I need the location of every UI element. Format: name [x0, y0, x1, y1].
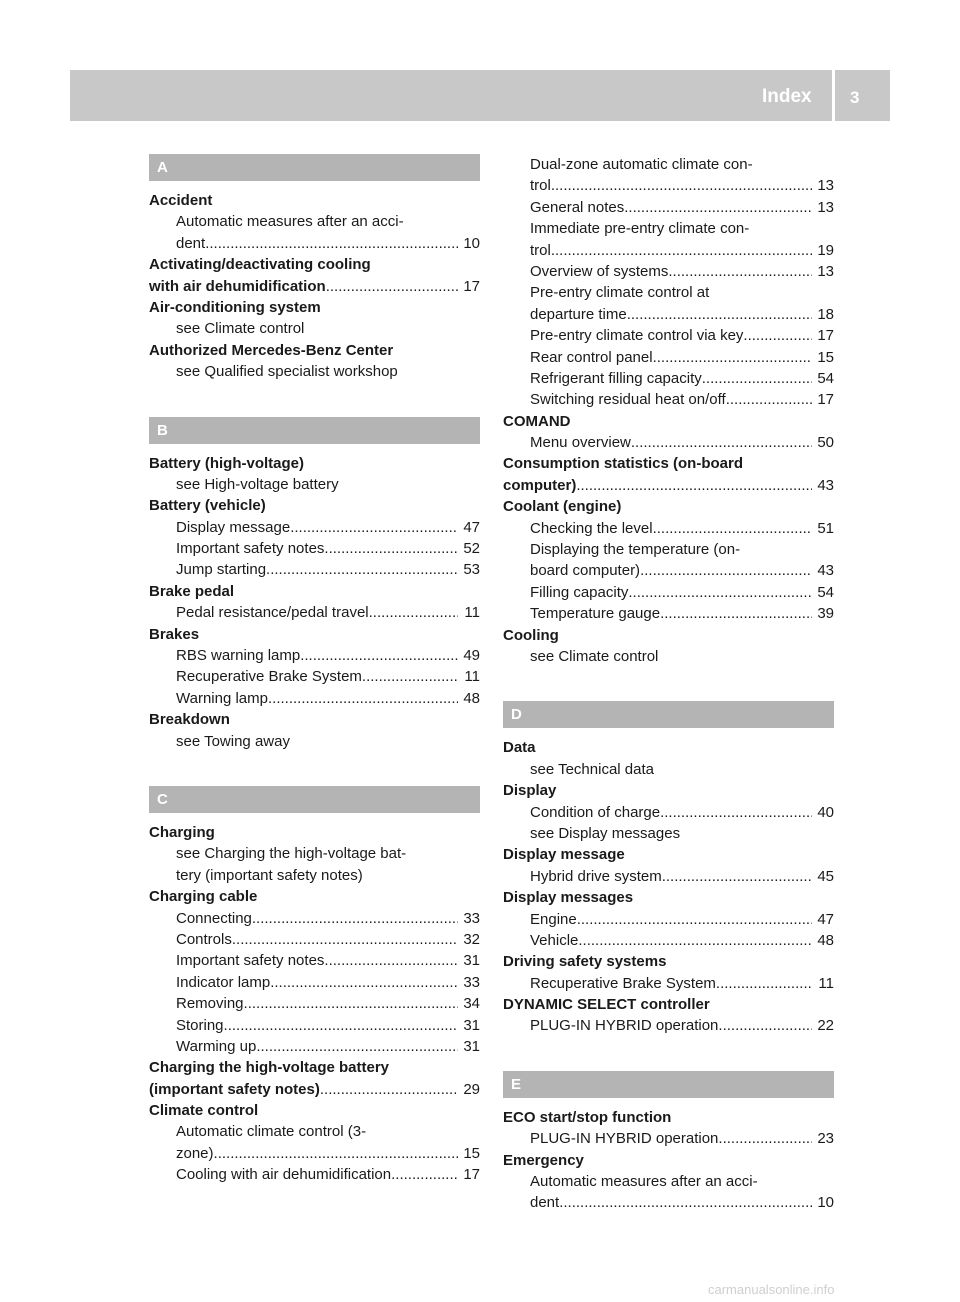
entry-text: PLUG-IN HYBRID operation: [530, 1130, 719, 1148]
leader-dots: [702, 368, 812, 389]
index-entry-heading: [503, 844, 834, 865]
entry-text: PLUG-IN HYBRID operation: [530, 1017, 719, 1035]
entry-text: departure time: [530, 305, 627, 323]
index-entry-heading: [149, 581, 480, 602]
entry-text: Pre-entry climate control via key: [530, 327, 744, 345]
entry-text: RBS warning lamp: [176, 647, 301, 665]
index-subentry: [149, 1164, 480, 1185]
section-gap: [149, 752, 480, 786]
page-reference[interactable]: 40: [817, 803, 834, 821]
page-reference[interactable]: 13: [817, 177, 834, 195]
page-reference[interactable]: 54: [817, 583, 834, 601]
page-reference[interactable]: 29: [463, 1080, 480, 1098]
index-subentry: [503, 646, 834, 667]
entry-text: Warming up: [176, 1037, 257, 1055]
index-column-left: [149, 154, 480, 1186]
entry-text: Removing: [176, 995, 244, 1013]
entry-text: Accident: [149, 192, 213, 209]
index-subentry: [503, 197, 834, 218]
index-subentry: [503, 347, 834, 368]
entry-text: Emergency: [503, 1151, 584, 1169]
index-subentry: [149, 602, 480, 623]
page-reference[interactable]: 13: [817, 198, 834, 216]
section-letter-header: C: [149, 786, 480, 813]
entry-text: see Charging the high-voltage bat-: [176, 845, 407, 863]
page-reference[interactable]: 48: [463, 689, 480, 707]
leader-dots: [631, 432, 812, 453]
page-reference[interactable]: 15: [817, 348, 834, 366]
entry-text: Display message: [503, 846, 625, 864]
index-entry-heading: [149, 1079, 480, 1100]
page-reference[interactable]: 32: [463, 930, 480, 948]
section-letter-header: D: [503, 701, 834, 728]
index-subentry: [503, 603, 834, 624]
entry-text: Immediate pre-entry climate con-: [530, 220, 750, 238]
watermark: carmanualsonline.info: [708, 1282, 835, 1297]
page-reference[interactable]: 33: [463, 909, 480, 927]
section-letter-header: A: [149, 154, 480, 181]
index-subentry: [503, 518, 834, 539]
index-entry-heading: [503, 951, 834, 972]
entry-text: DYNAMIC SELECT controller: [503, 996, 710, 1014]
entry-text: Brake pedal: [149, 582, 235, 600]
entry-text: see Display messages: [530, 824, 681, 842]
index-subentry: [149, 843, 480, 864]
index-subentry: [149, 950, 480, 971]
entry-text: Menu overview: [530, 434, 631, 452]
entry-text: Important safety notes: [176, 540, 325, 558]
entry-text: Hybrid drive system: [530, 867, 662, 885]
index-subentry: [503, 582, 834, 603]
index-subentry: [503, 930, 834, 951]
index-entry-heading: [149, 822, 480, 843]
index-entry-heading: [503, 887, 834, 908]
entry-text: see Climate control: [530, 647, 659, 665]
index-entry-heading: [503, 496, 834, 517]
entry-text: COMAND: [503, 412, 571, 430]
page-reference[interactable]: 31: [463, 952, 480, 970]
index-subentry: [503, 325, 834, 346]
leader-dots: [578, 930, 812, 951]
index-subentry: [149, 666, 480, 687]
entry-text: dent: [176, 234, 206, 252]
entry-text: Automatic measures after an acci-: [176, 213, 404, 231]
entry-text: Switching residual heat on/off: [530, 391, 726, 409]
entry-text: Indicator lamp: [176, 973, 271, 991]
entry-text: Pre-entry climate control at: [530, 284, 710, 302]
leader-dots: [660, 802, 812, 823]
leader-dots: [224, 1015, 458, 1036]
page-reference[interactable]: 43: [817, 562, 834, 580]
entry-text: Display message: [176, 518, 291, 536]
entry-text: Driving safety systems: [503, 953, 667, 971]
entry-text: Recuperative Brake System: [176, 668, 362, 686]
leader-dots: [270, 972, 458, 993]
entry-text: ECO start/stop function: [503, 1108, 672, 1126]
index-entry-heading: [149, 297, 480, 318]
page-title: Index: [762, 86, 812, 107]
page-reference[interactable]: 51: [817, 519, 834, 537]
section-gap: [149, 383, 480, 417]
entry-text: Temperature gauge: [530, 605, 661, 623]
entry-text: Coolant (engine): [503, 498, 622, 516]
leader-dots: [743, 325, 812, 346]
page-reference[interactable]: 53: [463, 561, 480, 579]
leader-dots: [668, 261, 812, 282]
index-subentry: [149, 993, 480, 1014]
entry-text: Cooling with air dehumidification: [176, 1166, 392, 1184]
index-subentry: [503, 282, 834, 303]
leader-dots: [268, 688, 458, 709]
index-entry-heading: [149, 453, 480, 474]
index-subentry: [503, 759, 834, 780]
entry-text: Recuperative Brake System: [530, 974, 716, 992]
page-reference[interactable]: 17: [817, 391, 834, 409]
index-subentry: [503, 1192, 834, 1213]
entry-text: Breakdown: [149, 711, 230, 729]
page-reference[interactable]: 10: [463, 234, 480, 252]
entry-text: Engine: [530, 910, 577, 928]
leader-dots: [232, 929, 458, 950]
leader-dots: [628, 582, 812, 603]
page-reference[interactable]: 33: [463, 973, 480, 991]
leader-dots: [320, 1079, 458, 1100]
page-reference[interactable]: 47: [463, 518, 480, 536]
entry-text: Authorized Mercedes-Benz Center: [149, 341, 394, 359]
index-entry-heading: [503, 625, 834, 646]
index-subentry: [149, 1036, 480, 1057]
entry-text: Refrigerant filling capacity: [530, 369, 702, 387]
index-subentry: [503, 1171, 834, 1192]
entry-text: Controls: [176, 930, 232, 948]
leader-dots: [256, 1036, 458, 1057]
entry-text: Vehicle: [530, 931, 579, 949]
entry-text: see Towing away: [176, 732, 290, 750]
index-subentry: [149, 929, 480, 950]
index-subentry: [503, 240, 834, 261]
index-subentry: [149, 233, 480, 254]
leader-dots: [627, 304, 812, 325]
entry-text: Brakes: [149, 625, 200, 643]
entry-text: Pedal resistance/pedal travel: [176, 604, 369, 622]
leader-dots: [369, 602, 458, 623]
index-subentry: [503, 261, 834, 282]
entry-text: Filling capacity: [530, 583, 629, 601]
index-subentry: [149, 517, 480, 538]
entry-text: Checking the level: [530, 519, 653, 537]
leader-dots: [266, 559, 458, 580]
index-subentry: [149, 318, 480, 339]
leader-dots: [205, 233, 458, 254]
page-reference[interactable]: 50: [817, 434, 834, 452]
page-reference[interactable]: 54: [817, 369, 834, 387]
leader-dots: [653, 518, 812, 539]
index-entry-heading: [149, 495, 480, 516]
index-subentry: [149, 972, 480, 993]
leader-dots: [640, 560, 812, 581]
entry-text: trol: [530, 241, 551, 259]
entry-text: trol: [530, 177, 551, 195]
index-subentry: [503, 175, 834, 196]
section-gap: [503, 1037, 834, 1071]
index-subentry: [503, 823, 834, 844]
index-entry-heading: [149, 1100, 480, 1121]
page-reference[interactable]: 11: [464, 668, 480, 686]
leader-dots: [624, 197, 812, 218]
index-subentry: [503, 560, 834, 581]
page-reference[interactable]: 13: [817, 262, 834, 280]
entry-text: Storing: [176, 1016, 224, 1034]
leader-dots: [716, 973, 812, 994]
index-subentry: [149, 865, 480, 886]
index-entry-heading: [149, 709, 480, 730]
page-reference[interactable]: 47: [817, 910, 834, 928]
leader-dots: [244, 993, 458, 1014]
page-reference[interactable]: 48: [817, 931, 834, 949]
index-subentry: [503, 973, 834, 994]
entry-text: Cooling: [503, 626, 559, 644]
index-subentry: [503, 1128, 834, 1149]
leader-dots: [324, 538, 458, 559]
index-column-right: [503, 154, 834, 1214]
entry-text: Dual-zone automatic climate con-: [530, 156, 753, 173]
leader-dots: [718, 1015, 812, 1036]
page-reference[interactable]: 19: [817, 241, 834, 259]
index-entry-heading: [503, 780, 834, 801]
entry-text: tery (important safety notes): [176, 866, 363, 884]
index-entry-heading: [149, 1057, 480, 1078]
index-entry-heading: [149, 254, 480, 275]
page-reference[interactable]: 17: [463, 277, 480, 295]
entry-text: see High-voltage battery: [176, 475, 339, 493]
page-reference[interactable]: 11: [818, 974, 834, 992]
page-reference[interactable]: 31: [463, 1037, 480, 1055]
index-entry-heading: [149, 624, 480, 645]
entry-text: with air dehumidification: [149, 277, 326, 295]
leader-dots: [662, 866, 812, 887]
entry-text: Display: [503, 782, 557, 800]
entry-text: Data: [503, 739, 536, 757]
index-entry-heading: [503, 453, 834, 474]
entry-text: Condition of charge: [530, 803, 661, 821]
index-entry-heading: [503, 737, 834, 758]
leader-dots: [290, 517, 458, 538]
index-subentry: [503, 304, 834, 325]
index-subentry: [503, 909, 834, 930]
entry-text: Charging: [149, 823, 215, 841]
leader-dots: [653, 347, 812, 368]
entry-text: Consumption statistics (on-board: [503, 455, 743, 473]
page-reference[interactable]: 52: [463, 540, 480, 558]
leader-dots: [551, 240, 812, 261]
index-subentry: [503, 802, 834, 823]
index-subentry: [503, 432, 834, 453]
page-number: 3: [850, 88, 860, 107]
entry-text: Activating/deactivating cooling: [149, 256, 371, 274]
entry-text: Climate control: [149, 1102, 259, 1120]
entry-text: Connecting: [176, 909, 252, 927]
entry-text: Automatic climate control (3-: [176, 1123, 367, 1141]
index-entry-heading: [503, 475, 834, 496]
entry-text: Warning lamp: [176, 689, 268, 707]
index-subentry: [149, 538, 480, 559]
entry-text: zone): [176, 1144, 214, 1162]
index-entry-heading: [149, 190, 480, 211]
index-subentry: [149, 559, 480, 580]
index-subentry: [503, 539, 834, 560]
leader-dots: [326, 276, 458, 297]
page-reference[interactable]: 43: [817, 476, 834, 494]
entry-text: Battery (high-voltage): [149, 454, 305, 472]
entry-text: see Technical data: [530, 760, 654, 778]
page-reference[interactable]: 45: [817, 867, 834, 885]
index-subentry: [149, 1121, 480, 1142]
leader-dots: [324, 950, 458, 971]
page-reference[interactable]: 49: [463, 647, 480, 665]
index-subentry: [149, 645, 480, 666]
leader-dots: [726, 389, 812, 410]
entry-text: Air-conditioning system: [149, 298, 321, 316]
index-subentry: [503, 218, 834, 239]
entry-text: see Climate control: [176, 320, 305, 338]
entry-text: Automatic measures after an acci-: [530, 1173, 758, 1191]
leader-dots: [362, 666, 458, 687]
page-reference[interactable]: 18: [817, 305, 834, 323]
page-reference[interactable]: 31: [463, 1016, 480, 1034]
index-subentry: [149, 908, 480, 929]
index-subentry: [503, 389, 834, 410]
page-reference[interactable]: 11: [464, 604, 480, 622]
entry-text: Displaying the temperature (on-: [530, 541, 741, 559]
entry-text: see Qualified specialist workshop: [176, 363, 398, 381]
index-entry-heading: [149, 276, 480, 297]
page-reference[interactable]: 15: [463, 1144, 480, 1162]
index-entry-heading: [503, 411, 834, 432]
index-subentry: [149, 1015, 480, 1036]
leader-dots: [660, 603, 812, 624]
index-subentry: [503, 368, 834, 389]
index-subentry: [503, 866, 834, 887]
entry-text: Display messages: [503, 889, 634, 907]
page-reference[interactable]: 23: [817, 1130, 834, 1148]
entry-text: Jump starting: [176, 561, 267, 579]
index-subentry: [149, 688, 480, 709]
page-reference[interactable]: 17: [817, 327, 834, 345]
index-entry-heading: [149, 340, 480, 361]
leader-dots: [551, 175, 812, 196]
index-entry-heading: [503, 1107, 834, 1128]
section-letter-header: E: [503, 1071, 834, 1098]
leader-dots: [577, 909, 812, 930]
section-gap: [503, 667, 834, 701]
entry-text: Overview of systems: [530, 262, 669, 280]
leader-dots: [576, 475, 812, 496]
entry-text: Charging cable: [149, 888, 258, 906]
header-divider: [832, 70, 835, 121]
index-subentry: [503, 1015, 834, 1036]
entry-text: General notes: [530, 198, 625, 216]
entry-text: Important safety notes: [176, 952, 325, 970]
index-entry-heading: [503, 1150, 834, 1171]
index-subentry: [503, 154, 834, 175]
index-subentry: [149, 731, 480, 752]
index-entry-heading: [503, 994, 834, 1015]
index-subentry: [149, 361, 480, 382]
index-entry-heading: [149, 886, 480, 907]
page-reference[interactable]: 17: [463, 1166, 480, 1184]
entry-text: Charging the high-voltage battery: [149, 1059, 390, 1077]
page-reference[interactable]: 22: [817, 1017, 834, 1035]
page-reference[interactable]: 34: [463, 995, 480, 1013]
leader-dots: [391, 1164, 458, 1185]
leader-dots: [718, 1128, 812, 1149]
leader-dots: [559, 1192, 812, 1213]
index-subentry: [149, 211, 480, 232]
section-letter-header: B: [149, 417, 480, 444]
entry-text: board computer): [530, 562, 641, 580]
entry-text: Rear control panel: [530, 348, 653, 366]
leader-dots: [214, 1143, 458, 1164]
page-reference[interactable]: 39: [817, 605, 834, 623]
index-subentry: [149, 1143, 480, 1164]
page-reference[interactable]: 10: [817, 1194, 834, 1212]
leader-dots: [300, 645, 458, 666]
leader-dots: [252, 908, 458, 929]
entry-text: computer): [503, 476, 577, 494]
entry-text: Battery (vehicle): [149, 497, 266, 515]
entry-text: dent: [530, 1194, 560, 1212]
entry-text: (important safety notes): [149, 1080, 320, 1098]
index-subentry: [149, 474, 480, 495]
